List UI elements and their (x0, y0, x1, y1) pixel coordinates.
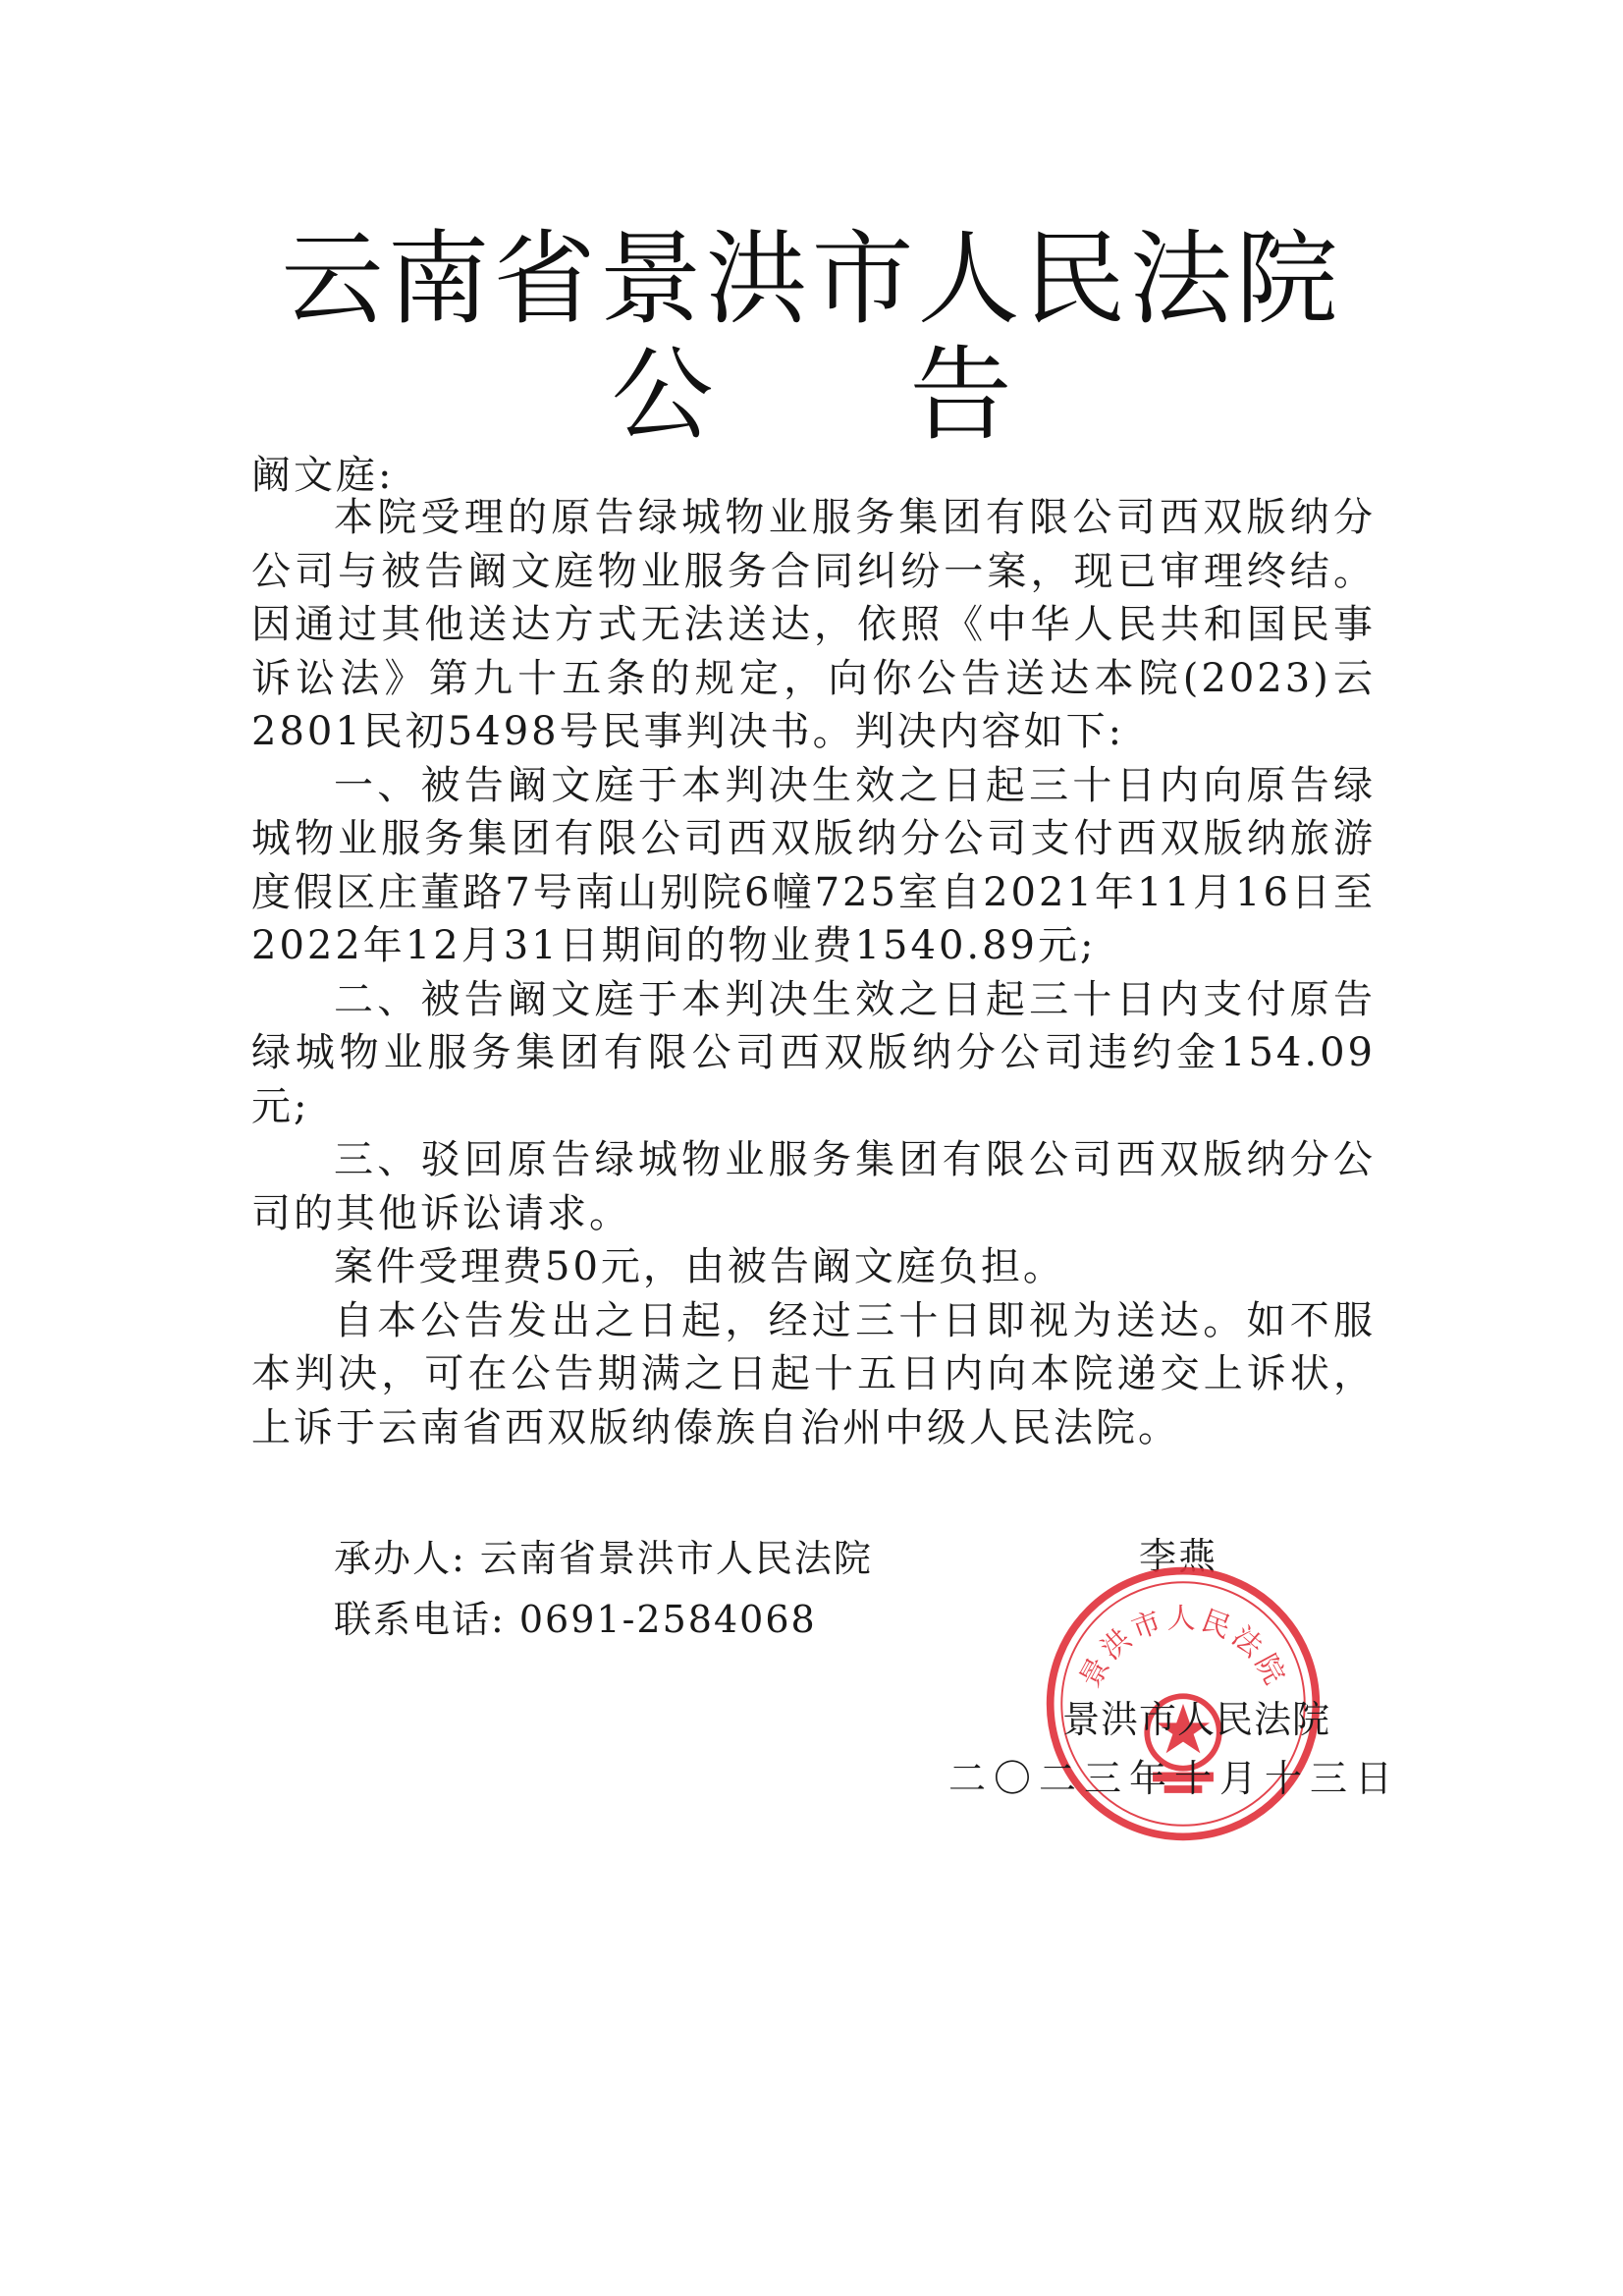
addressee: 阚文庭: (251, 453, 395, 498)
paragraph-item-2: 二、被告阚文庭于本判决生效之日起三十日内支付原告绿城物业服务集团有限公司西双版纳分公司违约金154.09元; (251, 976, 1376, 1129)
notice-title: 公告 (611, 335, 1209, 455)
seal-text: 景洪市人民法院 (1072, 1601, 1294, 1693)
paragraph-item-3: 三、驳回原告绿城物业服务集团有限公司西双版纳分公司的其他诉讼请求。 (251, 1137, 1376, 1236)
judge-name: 李燕 (1139, 1535, 1218, 1578)
svg-text:景洪市人民法院 (1073, 1602, 1294, 1693)
paragraph-fee: 案件受理费50元，由被告阚文庭负担。 (334, 1244, 1065, 1289)
handler-line: 承办人: 云南省景洪市人民法院 (334, 1537, 873, 1580)
notice-body (251, 491, 1376, 1454)
signature-date: 二〇二三年十月十三日 (948, 1757, 1401, 1800)
signature-org: 景洪市人民法院 (1062, 1698, 1331, 1741)
paragraph-intro: 本院受理的原告绿城物业服务集团有限公司西双版纳分公司与被告阚文庭物业服务合同纠纷一案，现已审理终结。因通过其他送达方式无法送达，依照《中华人民共和国民事诉讼法》第九十五条的规定，向你公告送达本院(2023)云2801民初5498号民事判决书。判决内容如下: (251, 495, 1376, 754)
paragraph-item-1: 一、被告阚文庭于本判决生效之日起三十日内向原告绿城物业服务集团有限公司西双版纳分公司支付西双版纳旅游度假区庄董路7号南山别院6幢725室自2021年11月16日至2022年12月31日期间的物业费1540.89元; (251, 762, 1376, 968)
paragraph-appeal: 自本公告发出之日起，经过三十日即视为送达。如不服本判决，可在公告期满之日起十五日内向本院递交上诉状，上诉于云南省西双版纳傣族自治州中级人民法院。 (251, 1297, 1376, 1450)
phone-line: 联系电话: 0691-2584068 (334, 1598, 817, 1641)
court-name-heading: 云南省景洪市人民法院 (281, 219, 1342, 339)
